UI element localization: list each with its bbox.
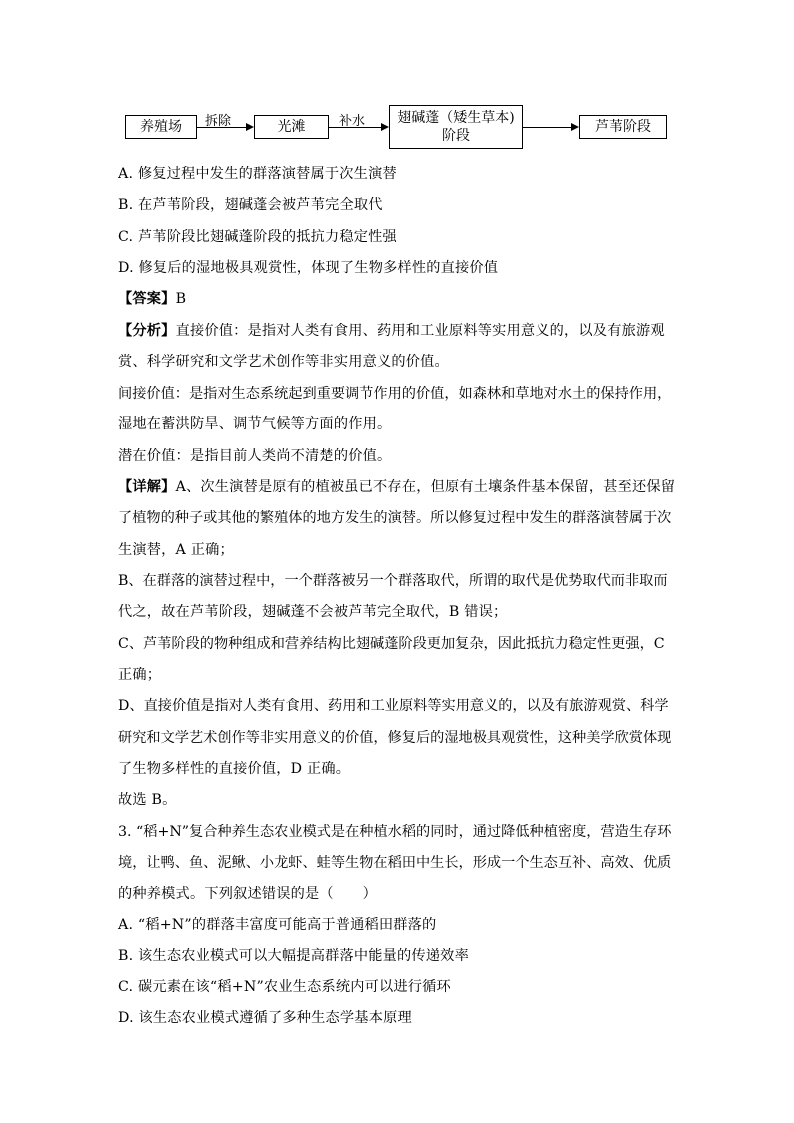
- box-suaeda-stage: [389, 105, 523, 149]
- detail-line-5: 代之，故在芦苇阶段，翅碱蓬不会被芦苇完全取代，B 错误；: [118, 604, 508, 620]
- arrow-2-head: [381, 123, 389, 131]
- detail-line-6: C、芦苇阶段的物种组成和营养结构比翅碱蓬阶段更加复杂，因此抵抗力稳定性更强，C: [118, 636, 665, 652]
- analysis-line-4: 湿地在蓄洪防旱、调节气候等方面的作用。: [118, 416, 392, 432]
- analysis-line-1: [118, 321, 665, 341]
- analysis-tag: 【分析】: [118, 323, 176, 339]
- q3-option-a: A. “稻+N”的群落丰富度可能高于普通稻田群落的: [118, 917, 437, 933]
- q3-option-d: D. 该生态农业模式遵循了多种生态学基本原理: [118, 1010, 412, 1026]
- detail-line-4: B、在群落的演替过程中，一个群落被另一个群落取代，所谓的取代是优势取代而非取而: [118, 573, 668, 589]
- arrow-1-head: [246, 123, 254, 131]
- analysis-line-3: 间接价值：是指对生态系统起到重要调节作用的价值，如森林和草地对水土的保持作用，: [118, 386, 672, 402]
- q3-stem-line-2: 境，让鸭、鱼、泥鳅、小龙虾、蛙等生物在稻田中生长，形成一个生态互补、高效、优质: [118, 855, 672, 871]
- q2-option-c: C. 芦苇阶段比翅碱蓬阶段的抵抗力稳定性强: [118, 229, 397, 245]
- box-reed-stage: [579, 115, 667, 139]
- succession-flow-diagram: [0, 0, 794, 160]
- detail-line-10: 了生物多样性的直接价值，D 正确。: [118, 761, 351, 777]
- arrow-3-head: [571, 123, 579, 131]
- answer-value: B: [175, 291, 187, 307]
- analysis-line-2: 赏、科学研究和文学艺术创作等非实用意义的价值。: [118, 354, 449, 370]
- arrow-2-label: 补水: [339, 114, 366, 129]
- answer-tag: 【答案】: [118, 291, 176, 307]
- q3-option-c: C. 碳元素在该“稻+N”农业生态系统内可以进行循环: [118, 979, 451, 995]
- answer-line: [118, 289, 186, 309]
- q3-option-b: B. 该生态农业模式可以大幅提高群落中能量的传递效率: [118, 948, 469, 964]
- box-reed-label: 芦苇阶段: [595, 119, 651, 135]
- q2-option-b: B. 在芦苇阶段，翅碱蓬会被芦苇完全取代: [118, 197, 383, 213]
- box-mudflat: [254, 115, 329, 139]
- box-farm-label: 养殖场: [140, 119, 182, 135]
- arrow-1-label: 拆除: [205, 114, 232, 129]
- arrow-3-line: [523, 127, 571, 128]
- detail-tag: 【详解】: [118, 479, 176, 495]
- box-suaeda-line2: 阶段: [442, 128, 470, 144]
- q3-stem-line-1: 3. “稻+N”复合种养生态农业模式是在种植水稻的同时，通过降低种植密度，营造生存环: [118, 824, 672, 840]
- detail-line-2: 了植物的种子或其他的繁殖体的地方发生的演替。所以修复过程中发生的群落演替属于次: [118, 510, 672, 526]
- analysis-line-5: 潜在价值：是指目前人类尚不清楚的价值。: [118, 448, 392, 464]
- detail-line-9: 研究和文学艺术创作等非实用意义的价值，修复后的湿地极具观赏性，这种美学欣赏体现: [118, 730, 672, 746]
- box-suaeda-line1: 翅碱蓬（矮生草本): [397, 110, 515, 126]
- box-farm: [125, 115, 197, 139]
- detail-line-8: D、直接价值是指对人类有食用、药用和工业原料等实用意义的，以及有旅游观赏、科学: [118, 698, 669, 714]
- q2-option-d: D. 修复后的湿地极具观赏性，体现了生物多样性的直接价值: [118, 260, 499, 276]
- q2-option-a: A. 修复过程中发生的群落演替属于次生演替: [118, 166, 397, 182]
- detail-line-3: 生演替，A 正确；: [118, 542, 234, 558]
- box-mudflat-label: 光滩: [277, 119, 306, 135]
- q3-stem-line-3: 的种养模式。下列叙述错误的是（ ）: [118, 886, 377, 902]
- detail-text-1: A、次生演替是原有的植被虽已不存在，但原有土壤条件基本保留，甚至还保留: [175, 479, 676, 495]
- detail-line-7: 正确；: [118, 667, 162, 683]
- conclusion-line: 故选 B。: [118, 792, 177, 808]
- detail-line-1: [118, 477, 675, 497]
- analysis-text-1: 直接价值：是指对人类有食用、药用和工业原料等实用意义的，以及有旅游观: [175, 323, 665, 339]
